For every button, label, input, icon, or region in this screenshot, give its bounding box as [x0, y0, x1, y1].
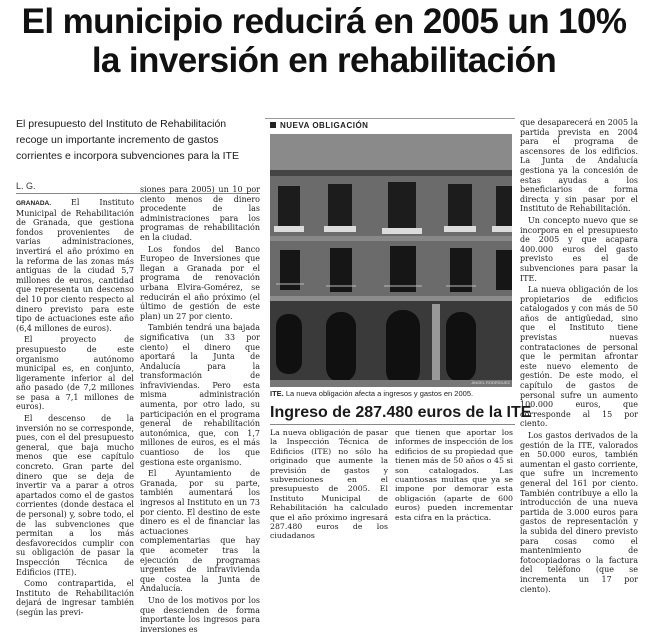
caption-label: ITE. [270, 389, 284, 398]
paragraph: La nueva obligación de pasar la Inspección Técnica de Edificios (ITE) no sólo ha originado que aumente la previsión de gastos y subvenciones en el presupuesto de 2005. El Instituto Municipal de Rehabilitación ha calculado que el año próximo ingresará 287.480 euros de los ciudadanos [270, 428, 388, 541]
paragraph: Como contrapartida, el Instituto de Rehabilitación dejará de ingresar también (según las previ- [16, 579, 134, 617]
building-facade-illustration [270, 134, 512, 387]
square-bullet-icon [270, 122, 276, 128]
paragraph-text: El Instituto Municipal de Rehabilitación de Granada, que gestiona fondos provenientes de varias administraciones, invertirá el año próximo en la reforma de las zonas más antiguas de la ciudad 5,7 millones de euros, cantidad que representa un descenso del 10 por ciento respecto al dinero previsto para este tipo de actuaciones este año (6,4 millones de euros). [16, 198, 135, 333]
photo-credit: ÁNGEL RODRÍGUEZ [471, 380, 510, 385]
paragraph: También tendrá una bajada significativa (un 33 por ciento) el dinero que aportará la Junta de Andalucía para la transformación de infraviviendas. Pero esta misma administración aumenta, por otro lado, su participación en el programa general de rehabilitación autonómica, que, con 1,7 millones de euros, es el más cuantioso de los que gestiona este organismo. [140, 323, 260, 467]
paragraph: que tienen que aportar los informes de inspección de los edificios de su propiedad que tienen más de 50 años o 45 si son catalogados. Las cuantiosas multas que ya se impone por demorar esta obligación (aparte de 600 euros) pueden incrementar esta cifra en la práctica. [395, 428, 513, 522]
body-column-1 [16, 198, 135, 617]
paragraph: Los gastos derivados de la gestión de la ITE, valorados en 50.000 euros, también aumentan el gasto corriente, que sufre un incremento general del 161 por ciento. También contribuye a ello la introducción de una nueva partida de 3.000 euros para gastos de representación y la subida del dinero previsto para cosas como el mantenimiento de fotocopiadoras o la factura del teléfono (que se incrementa un 17 por ciento). [520, 431, 638, 594]
paragraph: La nueva obligación de los propietarios de edificios catalogados y con más de 50 años de antigüedad, sino que el Instituto tiene previstas nuevas contrataciones de personal que le permitan afrontar este nuevo elemento de gestión. De este modo, el capítulo de gastos de personal sufre un aumento 100.000 euros, que corresponde al 15 por ciento. [520, 285, 638, 429]
sidebar-title: Ingreso de 287.480 euros de la ITE [270, 404, 532, 421]
paragraph: Un concepto nuevo que se incorpora en el presupuesto de 2005 y que acapara 400.000 euros del gasto previsto es el de subvenciones para pasar la ITE. [520, 215, 638, 283]
paragraph: El Ayuntamiento de Granada, por su parte, también aumentará los ingresos al Instituto en un 73 por ciento. El destino de este dinero es el de financiar las actuaciones complementarias que hay que acometer tras la ejecución de programas urgentes de infravivienda que costea la Junta de Andalucía. [140, 469, 260, 594]
paragraph: siones para 2005) un 10 por ciento menos de dinero procedente de las administraciones para los programas de rehabilitación en la ciudad. [140, 185, 260, 242]
caption-text: La nueva obligación afecta a ingresos y gastos en 2005. [285, 389, 474, 398]
paragraph: El proyecto de presupuesto de este organismo autónomo municipal es, en conjunto, ligeramente inferior al del año pasado (de 7,2 millones se pasa a 7,1 millones de euros). [16, 335, 134, 412]
paragraph: Uno de los motivos por los que descienden de forma importante los ingresos para inversiones es [140, 595, 260, 634]
photo-caption [270, 389, 512, 398]
building-photo [270, 134, 512, 387]
paragraph: El descenso de la inversión no se corresponde, pues, con el del presupuesto general, que baja mucho menos que ese capítulo concreto. Gran parte del dinero que se deja de invertir va a parar a otros apartados como el de gastos corrientes (donde destaca el de personal) y, sobre todo, el de las subvenciones que permitan a los más desfavorecidos cumplir con su obligación de pasar la Inspección Técnica de Edificios (ITE). [16, 414, 134, 577]
location-kicker: GRANADA. [16, 200, 52, 207]
body-column-3 [520, 118, 638, 594]
headline: El municipio reducirá en 2005 un 10% la inversión en rehabilitación [21, 2, 627, 80]
byline: L. G. [16, 181, 36, 191]
subheadline: El presupuesto del Instituto de Rehabilitación recoge un importante incremento de gastos corrientes e incorpora subvenciones para la ITE [16, 118, 239, 162]
paragraph: que desaparecerá en 2005 la partida prevista en 2004 para el programa de ascensores de los edificios. La Junta de Andalucía gestiona ya la concesión de estas ayudas a los beneficiarios de forma directa y sin pasar por el Instituto de Rehabilitación. [520, 118, 638, 214]
paragraph: Los fondos del Banco Europeo de Inversiones que llegan a Granada por el programa de renovación urbana Elvira-Gomérez, se reducirán el año próximo (el último de gestión de este plan) un 27 por ciento. [140, 244, 260, 321]
sidebar-column-2 [395, 428, 513, 536]
sidebar-title-divider [270, 424, 515, 425]
section-tag [270, 121, 368, 130]
section-tag-label: NUEVA OBLIGACIÓN [280, 121, 369, 130]
sidebar-column-1 [270, 428, 388, 541]
paragraph [16, 198, 134, 333]
body-column-2 [140, 185, 260, 634]
